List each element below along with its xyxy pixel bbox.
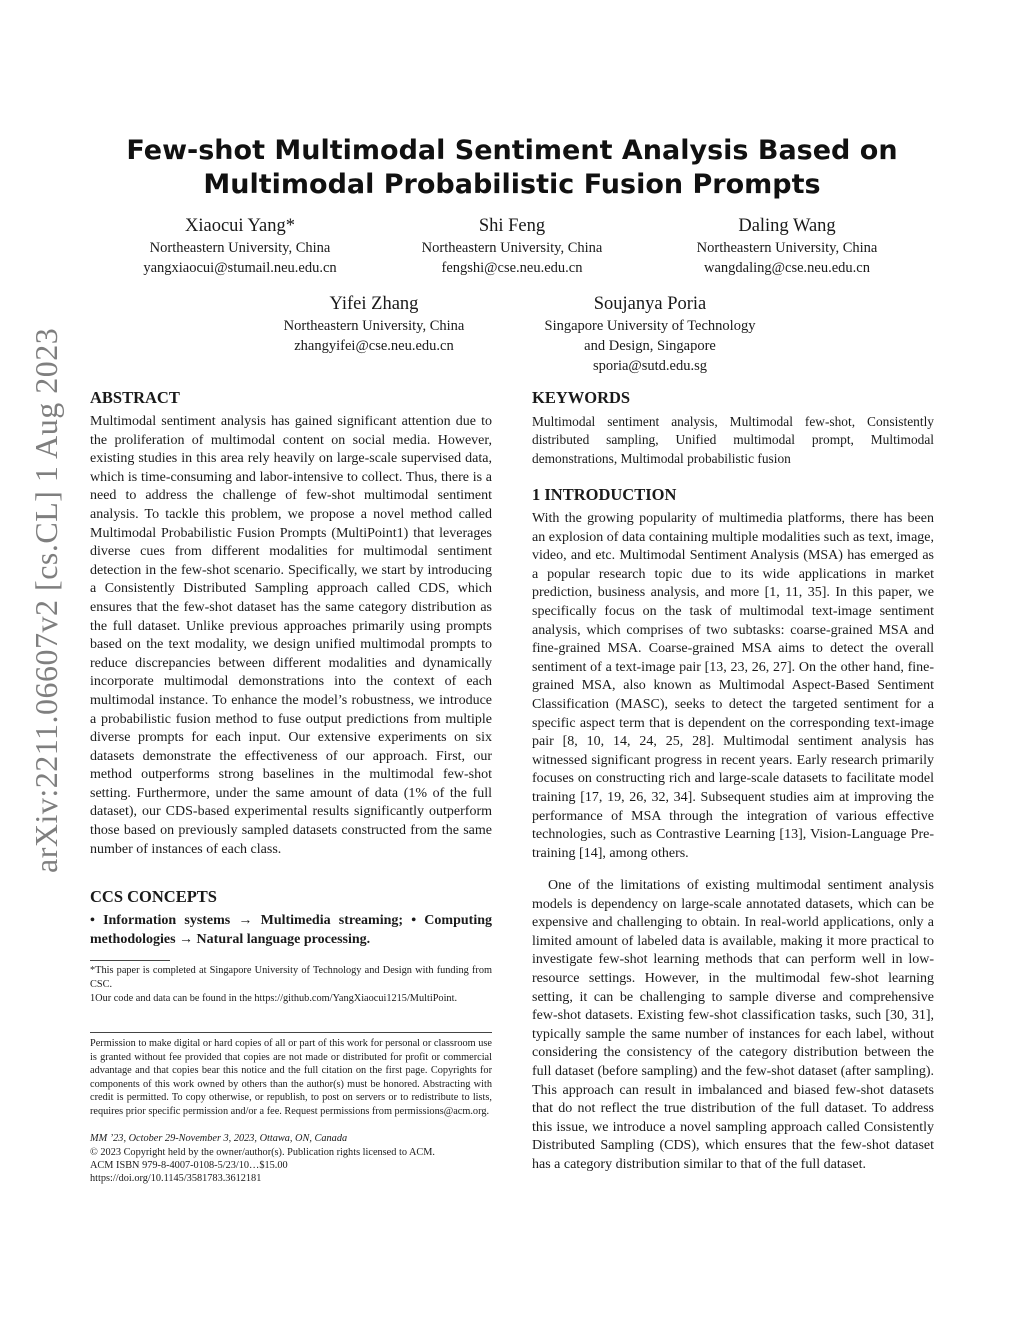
ccs-text: • Information systems → Multimedia streaming; • Computing methodologies → Natural language processing. <box>90 913 492 947</box>
author-email: yangxiaocui@stumail.neu.edu.cn <box>143 260 337 276</box>
footnote-rule <box>90 960 170 961</box>
author-email: sporia@sutd.edu.sg <box>592 358 708 374</box>
author-email: fengshi@cse.neu.edu.cn <box>441 260 583 276</box>
keywords-text: Multimodal sentiment analysis, Multimodal few-shot, Consistently distributed sampling, Unified multimodal prompt, Multimodal demonstrations, Multimodal probabilistic fusion <box>532 414 934 466</box>
keywords-heading: KEYWORDS <box>532 388 631 407</box>
author-affiliation: and Design, Singapore <box>584 338 716 354</box>
author-name: Yifei Zhang <box>329 294 419 314</box>
author-3 <box>656 214 918 278</box>
introduction-heading: 1 INTRODUCTION <box>532 485 677 504</box>
footnote-1: *This paper is completed at Singapore University of Technology and Design with funding from CSC. <box>90 965 492 990</box>
author-email: zhangyifei@cse.neu.edu.cn <box>294 338 454 354</box>
author-affiliation: Singapore University of Technology <box>544 318 756 334</box>
author-name: Daling Wang <box>738 216 836 236</box>
author-5 <box>520 292 780 376</box>
abstract-heading: ABSTRACT <box>90 388 180 407</box>
author-1 <box>110 214 370 278</box>
venue: MM ’23, October 29-November 3, 2023, Ottawa, ON, Canada <box>90 1133 348 1144</box>
isbn: ACM ISBN 979-8-4007-0108-5/23/10…$15.00 <box>90 1160 288 1171</box>
permission-text: Permission to make digital or hard copies of all or part of this work for personal or classroom use is granted without fee provided that copies are not made or distributed for profit or commercial advantage and that copies bear this notice and the full citation on the first page. Copyrights for components of this work owned by others than the author(s) must be honored. Abstracting with credit is permitted. To copy otherwise, or republish, to post on servers or to redistribute to lists, requires prior specific permission and/or a fee. Request permissions from permissions@acm.org. <box>90 1038 492 1117</box>
author-affiliation: Northeastern University, China <box>421 240 603 256</box>
author-4 <box>244 292 504 356</box>
footnote-2: 1Our code and data can be found in the https://github.com/YangXiaocui1215/MultiPoint. <box>90 993 458 1004</box>
copyright: © 2023 Copyright held by the owner/author(s). Publication rights licensed to ACM. <box>90 1147 436 1158</box>
doi: https://doi.org/10.1145/3581783.3612181 <box>90 1173 262 1184</box>
introduction-paragraph-1: With the growing popularity of multimedia platforms, there has been an explosion of data containing multiple modalities such as text, image, video, and etc. Multimodal Sentiment Analysis (MSA) has emerged as a popular research topic due to its wide applications in market prediction, business analysis, and more [1, 11, 35]. In this paper, we specifically focus on the task of multimodal text-image sentiment analysis, which comprises of two subtasks: coarse-grained MSA and fine-grained MSA. Coarse-grained MSA aims to detect the overall sentiment of a text-image pair [13, 23, 26, 27]. On the other hand, fine-grained MSA, also known as Multimodal Aspect-Based Sentiment Classification (MASC), seeks to detect the targeted sentiment for a specific aspect term that is dependent on the corresponding text-image pair [8, 10, 14, 24, 25, 28]. Multimodal sentiment analysis has witnessed significant progress in recent years. Early research primarily focuses on constructing rich and large-scale datasets to facilitate model training [17, 19, 26, 32, 34]. Subsequent studies aim at improving the performance of MSA through the integration of various effective technologies, such as Contrastive Learning [13], Vision-Language Pre-training [14], among others. <box>532 511 934 861</box>
paper-title: Few-shot Multimodal Sentiment Analysis Based on Multimodal Probabilistic Fusion Prompts <box>126 135 898 200</box>
author-name: Shi Feng <box>478 216 546 236</box>
author-2 <box>382 214 642 278</box>
abstract-text: Multimodal sentiment analysis has gained significant attention due to the proliferation of multimodal content on social media. However, existing studies in this area rely heavily on large-scale supervised data, which is time-consuming and labor-intensive to collect. Thus, there is a need to address the challenge of few-shot multimodal sentiment analysis. To tackle this problem, we propose a novel method called Multimodal Probabilistic Fusion Prompts (MultiPoint1) that leverages diverse cues from different modalities for multimodal sentiment detection in the few-shot scenario. Specifically, we start by introducing a Consistently Distributed Sampling approach called CDS, which ensures that the few-shot dataset has the same category distribution as the full dataset. Unlike previous approaches primarily using prompts based on the text modality, we design unified multimodal prompts to reduce discrepancies between different modalities and dynamically incorporate multimodal demonstrations into the context of each multimodal instance. To enhance the model’s robustness, we introduce a probabilistic fusion method to fuse output predictions from multiple diverse prompts for each input. Our extensive experiments on six datasets demonstrate the effectiveness of our approach. First, our method outperforms strong baselines in the multimodal few-shot setting. Furthermore, under the same amount of data (1% of the full dataset), our CDS-based experimental results significantly outperform those based on previously sampled datasets constructed from the same number of instances of each class. <box>90 414 492 857</box>
author-affiliation: Northeastern University, China <box>283 318 465 334</box>
introduction-paragraph-2: One of the limitations of existing multimodal sentiment analysis models is dependency on large-scale annotated datasets, which can be expensive and challenging to obtain. In real-world applications, only a limited amount of labeled data is available, making it more practical to investigate few-shot learning methods that can perform well in low-resource settings. However, in the multimodal few-shot learning setting, it can be challenging to sample diverse and comprehensive few-shot datasets. Existing few-shot classification tasks, such [30, 31], typically sample the same number of instances for each label, without considering the consistency of the category distribution between the full dataset (before sampling) and the few-shot dataset (after sampling). This approach can result in imbalanced and biased few-shot datasets that do not reflect the true distribution of the full dataset. To address this issue, we introduce a novel sampling approach called Consistently Distributed Sampling (CDS), which ensures that the few-shot dataset has a category distribution similar to that of the full dataset. <box>532 878 934 1172</box>
author-name: Soujanya Poria <box>593 294 707 314</box>
arxiv-stamp: arXiv:2211.06607v2 [cs.CL] 1 Aug 2023 <box>28 327 64 873</box>
permission-rule <box>90 1032 492 1033</box>
author-affiliation: Northeastern University, China <box>696 240 878 256</box>
author-affiliation: Northeastern University, China <box>149 240 331 256</box>
author-email: wangdaling@cse.neu.edu.cn <box>704 260 870 276</box>
ccs-heading: CCS CONCEPTS <box>90 887 217 906</box>
author-name: Xiaocui Yang* <box>185 216 295 236</box>
